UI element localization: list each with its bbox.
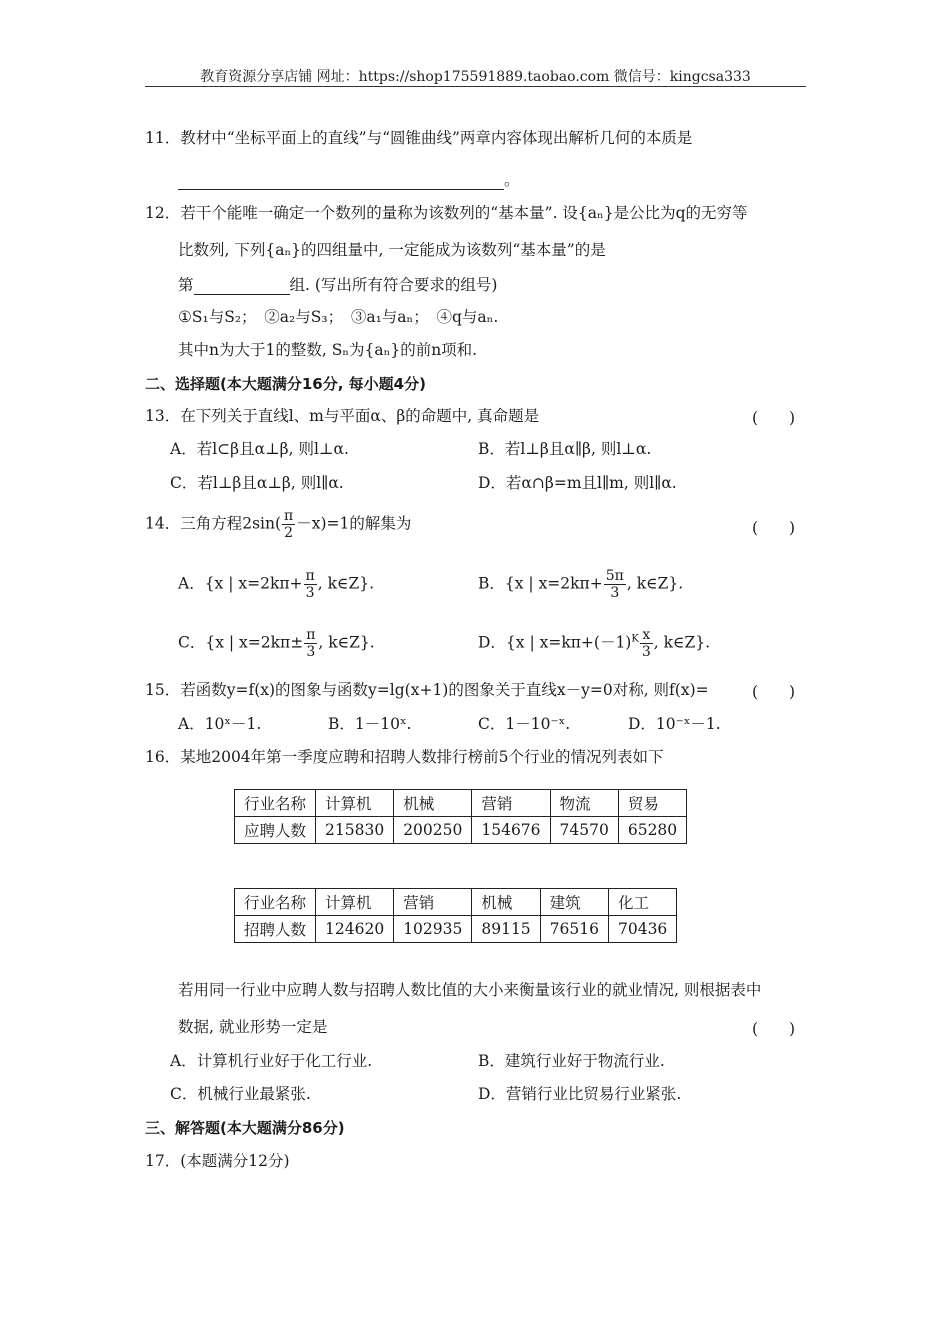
q16-after-line2: 数据, 就业形势一定是 [178,1018,328,1036]
table-row [235,889,677,916]
table-cell: 应聘人数 [235,817,316,844]
q14-a-pre: A．{x | x=2kπ+ [178,574,303,593]
q14-option-c [178,627,375,660]
q14-option-b [478,568,683,601]
q16-after-line1: 若用同一行业中应聘人数与招聘人数比值的大小来衡量该行业的就业情况, 则根据表中 [178,981,762,999]
q12-line3-prefix: 第 [178,276,194,294]
fraction-numerator: π [284,508,294,524]
section-2-heading: 二、选择题(本大题满分16分, 每小题4分) [145,375,426,393]
q14-option-d [478,627,710,660]
table-cell: 机械 [394,790,472,817]
q17-stem: 17．(本题满分12分) [145,1152,290,1170]
table-row [235,817,687,844]
table-cell: 70436 [608,916,676,943]
q13-option-a: A．若l⊂β且α⊥β, 则l⊥α. [170,440,349,458]
q12-line2: 比数列, 下列{aₙ}的四组量中, 一定能成为该数列“基本量”的是 [178,241,606,259]
q12-note: 其中n为大于1的整数, Sₙ为{aₙ}的前n项和. [178,341,478,359]
page-header: 教育资源分享店铺 网址：https://shop175591889.taobao.com 微信号：kingcsa333 [200,69,751,85]
q14-c-fraction [304,627,317,660]
q14-b-post: , k∈Z}. [626,574,684,593]
table-cell: 行业名称 [235,790,316,817]
q16-option-a: A．计算机行业好于化工行业. [170,1052,373,1070]
q13-option-b: B．若l⊥β且α∥β, 则l⊥α. [478,440,652,458]
q14-d-post: , k∈Z}. [653,633,711,652]
q14-a-post: , k∈Z}. [317,574,375,593]
table-cell: 65280 [618,817,686,844]
answer-blank [178,173,504,190]
q12-line1: 12．若干个能唯一确定一个数列的量称为该数列的“基本量”. 设{aₙ}是公比为q的无穷等 [145,204,748,222]
q14-d-exponent: K [631,633,639,645]
answer-blank [194,278,290,295]
q14-stem-post: －x)=1的解集为 [296,514,412,533]
q16-option-c: C．机械行业最紧张. [170,1085,311,1103]
q16-answer-paren: ( ) [752,1020,796,1038]
table-cell: 200250 [394,817,472,844]
q16-option-b: B．建筑行业好于物流行业. [478,1052,665,1070]
fraction-denominator: 3 [604,584,626,601]
q12-line3 [178,275,497,295]
q14-c-post: , k∈Z}. [318,633,375,652]
table-cell: 建筑 [540,889,608,916]
q14-a-fraction [304,568,317,601]
table-cell: 76516 [540,916,608,943]
q13-answer-paren: ( ) [752,409,796,427]
table-row [235,790,687,817]
q13-stem: 13．在下列关于直线l、m与平面α、β的命题中, 真命题是 [145,407,540,425]
table-cell: 89115 [472,916,540,943]
table-cell: 计算机 [316,790,394,817]
q16-stem: 16．某地2004年第一季度应聘和招聘人数排行榜前5个行业的情况列表如下 [145,748,664,766]
q14-stem [145,508,411,541]
table-cell: 贸易 [618,790,686,817]
q14-c-pre: C．{x | x=2kπ± [178,633,304,652]
table-cell: 154676 [472,817,550,844]
table-cell: 营销 [394,889,472,916]
table-cell: 124620 [316,916,394,943]
section-3-heading: 三、解答题(本大题满分86分) [145,1119,345,1137]
q15-option-d: D．10⁻ˣ－1. [628,715,721,733]
q12-options: ①S₁与S₂； ②a₂与S₃； ③a₁与aₙ； ④q与aₙ. [178,308,499,326]
q14-d-fraction [640,627,653,660]
q14-b-pre: B．{x | x=2kπ+ [478,574,603,593]
q14-option-a [178,568,374,601]
q11-end: 。 [504,171,520,189]
q14-answer-paren: ( ) [752,519,796,537]
table-cell: 行业名称 [235,889,316,916]
table-cell: 102935 [394,916,472,943]
table-cell: 招聘人数 [235,916,316,943]
fraction-denominator: 3 [304,584,317,601]
q14-d-pre: D．{x | x=kπ+(－1) [478,633,632,652]
q16-option-d: D．营销行业比贸易行业紧张. [478,1085,682,1103]
table-row [235,916,677,943]
q15-option-a: A．10ˣ－1. [178,715,262,733]
table-cell: 化工 [608,889,676,916]
q14-stem-fraction [282,508,295,541]
q14-b-fraction [604,568,626,601]
q11-stem: 11．教材中“坐标平面上的直线”与“圆锥曲线”两章内容体现出解析几何的本质是 [145,129,693,147]
table-cell: 215830 [316,817,394,844]
q15-stem: 15．若函数y=f(x)的图象与函数y=lg(x+1)的图象关于直线x－y=0对称, 则f(x)= [145,681,709,699]
fraction-numerator: x [642,627,651,643]
openings-table [234,888,677,943]
q12-line3-suffix: 组. (写出所有符合要求的组号) [289,276,498,294]
header-rule [145,86,806,87]
applicants-table [234,789,687,844]
table-cell: 机械 [472,889,540,916]
q13-option-d: D．若α∩β=m且l∥m, 则l∥α. [478,474,677,492]
q15-answer-paren: ( ) [752,683,796,701]
q15-option-b: B．1－10ˣ. [328,715,412,733]
fraction-denominator: 3 [304,643,317,660]
fraction-denominator: 3 [641,644,651,660]
q14-stem-pre: 14．三角方程2sin( [145,514,282,533]
table-cell: 计算机 [316,889,394,916]
fraction-numerator: π [305,568,315,584]
fraction-numerator: 5π [605,568,624,584]
fraction-denominator: 2 [282,524,295,541]
q13-option-c: C．若l⊥β且α⊥β, 则l∥α. [170,474,344,492]
table-cell: 营销 [472,790,550,817]
table-cell: 物流 [550,790,618,817]
fraction-numerator: π [306,627,316,643]
table-cell: 74570 [550,817,618,844]
q15-option-c: C．1－10⁻ˣ. [478,715,571,733]
q11-answer-line [178,170,520,190]
